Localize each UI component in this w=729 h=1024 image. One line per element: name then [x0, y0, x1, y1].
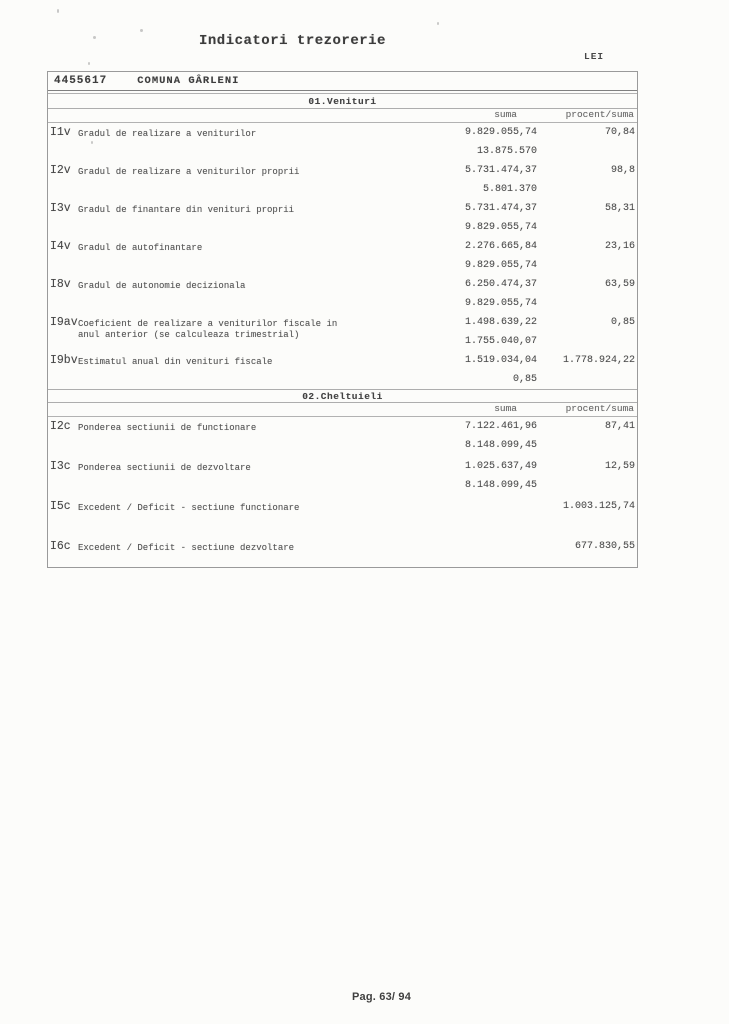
indicator-procent — [537, 316, 637, 351]
description-line-1: Gradul de finantare din venituri proprii — [78, 205, 295, 215]
indicator-description — [78, 126, 437, 161]
indicator-code: I9bv — [50, 354, 78, 367]
indicator-code: I3c — [50, 460, 71, 473]
indicator-description — [78, 164, 437, 199]
suma-numerator: 7.122.461,96 — [464, 421, 537, 432]
section-cheltuieli — [48, 389, 637, 568]
description-line-1: Gradul de autonomie decizionala — [78, 281, 246, 291]
suma-numerator: 2.276.665,84 — [464, 241, 537, 252]
indicator-suma — [437, 354, 537, 389]
procent-value: 1.778.924,22 — [562, 355, 635, 366]
column-header-suma: suma — [494, 109, 517, 120]
indicator-description — [78, 240, 437, 275]
procent-value: 23,16 — [604, 241, 635, 252]
procent-value: 63,59 — [604, 279, 635, 290]
column-header-spacer — [48, 109, 425, 122]
suma-denominator: 13.875.570 — [476, 146, 537, 157]
scan-speckle — [140, 29, 143, 32]
procent-value: 58,31 — [604, 203, 635, 214]
suma-denominator: 9.829.055,74 — [464, 298, 537, 309]
indicator-code: I8v — [50, 278, 71, 291]
suma-numerator: 5.731.474,37 — [464, 165, 537, 176]
procent-value: 0,85 — [610, 317, 635, 328]
indicator-suma — [437, 278, 537, 313]
indicator-suma — [437, 500, 537, 537]
indicator-procent — [537, 278, 637, 313]
entity-name: COMUNA GÂRLENI — [137, 75, 240, 87]
indicator-code: I1v — [50, 126, 71, 139]
description-line-1: Gradul de realizare a veniturilor proprii — [78, 167, 300, 177]
suma-numerator: 1.519.034,04 — [464, 355, 537, 366]
column-header-row — [48, 109, 637, 123]
indicator-description — [78, 316, 437, 351]
indicator-description — [78, 540, 437, 568]
indicator-procent — [537, 460, 637, 497]
indicator-suma — [437, 164, 537, 199]
indicator-suma — [437, 316, 537, 351]
indicator-description — [78, 500, 437, 537]
indicator-procent — [537, 126, 637, 161]
indicator-row-i9bv — [48, 351, 637, 389]
suma-numerator: 1.025.637,49 — [464, 461, 537, 472]
indicator-code: I3v — [50, 202, 71, 215]
scan-speckle — [88, 62, 90, 65]
indicator-suma — [437, 420, 537, 457]
column-header-spacer — [48, 403, 425, 416]
indicator-description — [78, 278, 437, 313]
suma-numerator: 5.731.474,37 — [464, 203, 537, 214]
indicator-procent — [537, 500, 637, 537]
indicator-description — [78, 202, 437, 237]
column-header-procent: procent/suma — [565, 109, 634, 120]
description-line-1: Estimatul anual din venituri fiscale — [78, 357, 273, 367]
indicator-code: I6c — [50, 540, 71, 553]
indicator-code: I9av — [50, 316, 78, 329]
indicator-code: I2c — [50, 420, 71, 433]
entity-fiscal-code: 4455617 — [54, 75, 108, 87]
indicator-code: I5c — [50, 500, 71, 513]
suma-denominator: 1.755.040,07 — [464, 336, 537, 347]
indicator-row-i1v — [48, 123, 637, 161]
suma-numerator — [437, 540, 537, 559]
scan-speckle — [57, 9, 59, 13]
scan-speckle — [93, 36, 96, 39]
indicator-suma — [437, 240, 537, 275]
column-header-suma: suma — [494, 403, 517, 414]
indicator-row-i4v — [48, 237, 637, 275]
scan-speckle — [437, 22, 439, 25]
indicator-code: I4v — [50, 240, 71, 253]
suma-denominator: 8.148.099,45 — [464, 480, 537, 491]
currency-label: LEI — [584, 51, 605, 62]
procent-value: 70,84 — [604, 127, 635, 138]
indicator-code: I2v — [50, 164, 71, 177]
procent-value: 1.003.125,74 — [562, 501, 635, 512]
procent-value: 87,41 — [604, 421, 635, 432]
section-venituri — [48, 94, 637, 389]
suma-denominator: 9.829.055,74 — [464, 222, 537, 233]
suma-denominator — [437, 519, 537, 538]
suma-denominator — [437, 559, 537, 568]
description-line-1: Ponderea sectiunii de dezvoltare — [78, 463, 251, 473]
suma-numerator — [437, 500, 537, 519]
indicator-description — [78, 460, 437, 497]
indicator-suma — [437, 460, 537, 497]
indicator-row-i9av — [48, 313, 637, 351]
indicator-row-i5c — [48, 497, 637, 537]
indicator-row-i3c — [48, 457, 637, 497]
indicator-row-i2c — [48, 417, 637, 457]
indicators-table — [47, 71, 638, 568]
section-title: 01.Venituri — [48, 94, 637, 109]
procent-value: 677.830,55 — [574, 541, 635, 552]
column-header-procent: procent/suma — [565, 403, 634, 414]
suma-numerator: 1.498.639,22 — [464, 317, 537, 328]
indicator-procent — [537, 202, 637, 237]
description-line-1: Coeficient de realizare a veniturilor fiscale in — [78, 319, 338, 329]
document-title: Indicatori trezorerie — [199, 33, 386, 49]
description-line-1: Gradul de realizare a veniturilor — [78, 129, 257, 139]
indicator-procent — [537, 164, 637, 199]
suma-denominator: 9.829.055,74 — [464, 260, 537, 271]
indicator-procent — [537, 420, 637, 457]
indicator-description — [78, 420, 437, 457]
suma-denominator: 5.801.370 — [482, 184, 537, 195]
suma-denominator: 8.148.099,45 — [464, 440, 537, 451]
page-number: Pag. 63/ 94 — [352, 991, 412, 1003]
description-line-1: Ponderea sectiunii de functionare — [78, 423, 257, 433]
indicator-suma — [437, 202, 537, 237]
entity-header-row — [48, 72, 637, 91]
indicator-suma — [437, 540, 537, 568]
indicator-procent — [537, 540, 637, 568]
suma-numerator: 9.829.055,74 — [464, 127, 537, 138]
description-line-1: Gradul de autofinantare — [78, 243, 203, 253]
indicator-suma — [437, 126, 537, 161]
procent-value: 98,8 — [610, 165, 635, 176]
indicator-row-i3v — [48, 199, 637, 237]
description-line-1: Excedent / Deficit - sectiune dezvoltare — [78, 543, 295, 553]
suma-numerator: 6.250.474,37 — [464, 279, 537, 290]
indicator-row-i2v — [48, 161, 637, 199]
indicator-row-i8v — [48, 275, 637, 313]
indicator-description — [78, 354, 437, 389]
indicator-procent — [537, 240, 637, 275]
indicator-row-i6c — [48, 537, 637, 568]
column-header-row — [48, 403, 637, 417]
indicator-procent — [537, 354, 637, 389]
description-line-2: anul anterior (se calculeaza trimestrial) — [78, 330, 300, 340]
suma-denominator: 0,85 — [512, 374, 537, 385]
procent-value: 12,59 — [604, 461, 635, 472]
description-line-1: Excedent / Deficit - sectiune functionare — [78, 503, 300, 513]
section-title: 02.Cheltuieli — [48, 389, 637, 403]
